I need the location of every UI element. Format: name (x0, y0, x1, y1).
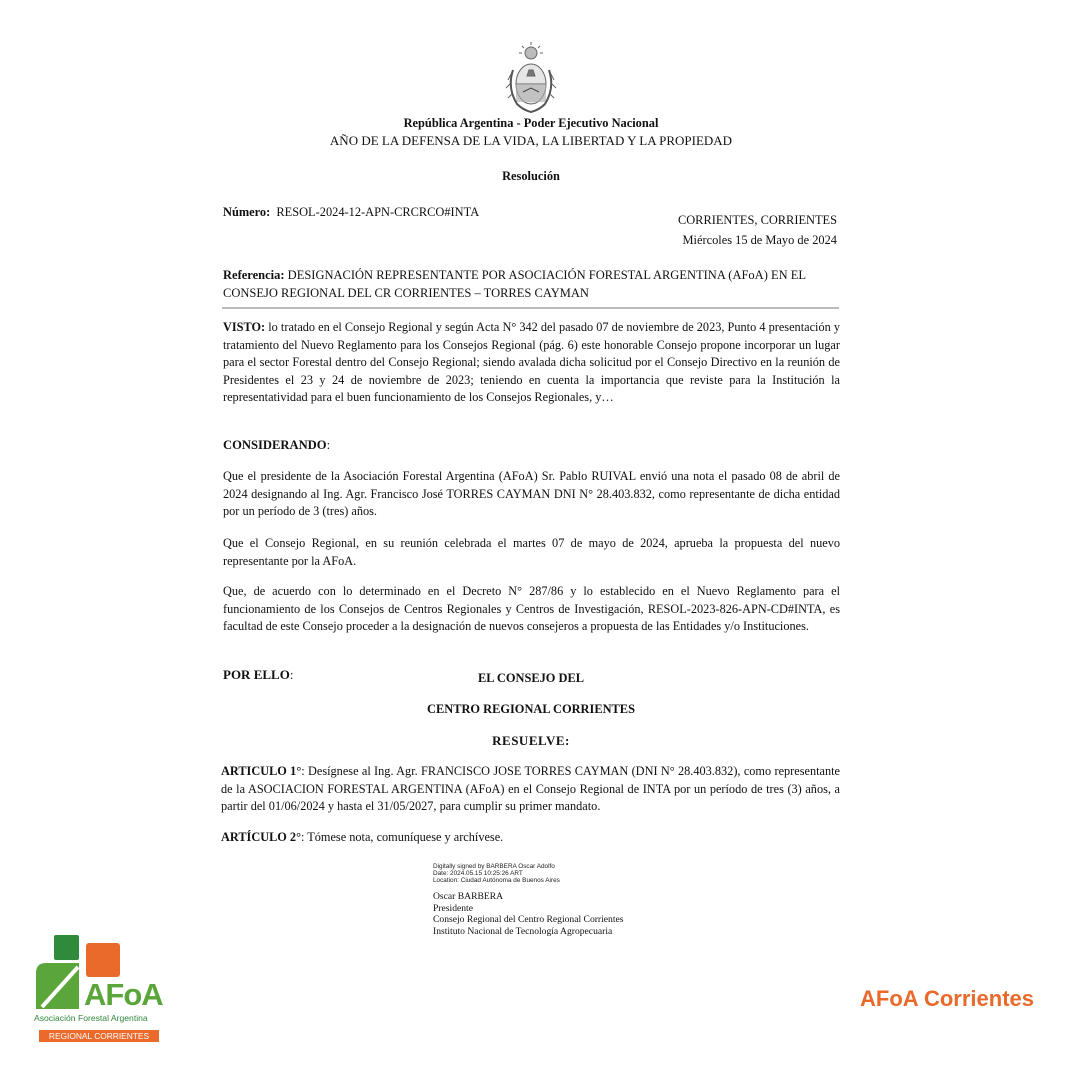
visto-paragraph (223, 319, 840, 407)
afoa-logo (34, 933, 164, 1045)
signer-org2: Instituto Nacional de Tecnología Agropecuaria (433, 925, 613, 937)
numero-value: RESOL-2024-12-APN-CRCRCO#INTA (276, 205, 480, 219)
argentina-coat-of-arms-icon (503, 40, 559, 116)
articulo-1 (221, 763, 840, 816)
consejo-line2: CENTRO REGIONAL CORRIENTES (427, 702, 635, 716)
visto-label: VISTO: (223, 320, 266, 334)
considerando-heading (223, 437, 840, 455)
resuelve-heading: RESUELVE: (492, 733, 570, 748)
por-ello-colon: : (289, 667, 294, 682)
place: CORRIENTES, CORRIENTES (677, 213, 837, 227)
visto-text: lo tratado en el Consejo Regional y según Acta N° 342 del pasado 07 de noviembre de 2023, Punto 4 presentación y tratamiento del Nuevo Reglamento para los Consejos Regional (pág. 6) este honorable Consejo propone incorporar un lugar para el sector Forestal dentro del Consejo Regional; siendo avalada dicha solicitud por el Consejo Directivo en la reunión de Presidentes el 23 y 24 de noviembre de 2023; teniendo en cuenta la importancia que reviste para la Institución la representatividad para el buen funcionamiento de los Consejos Regionales, y… (223, 320, 840, 405)
considerando-colon: : (326, 438, 331, 452)
divider (222, 307, 839, 309)
articulo-2 (221, 829, 840, 847)
considerando-label: CONSIDERANDO (223, 438, 327, 452)
header-line1: República Argentina - Poder Ejecutivo Nacional (403, 116, 659, 130)
signature-block (433, 891, 624, 937)
header-line2: AÑO DE LA DEFENSA DE LA VIDA, LA LIBERTAD Y LA PROPIEDAD (329, 133, 733, 148)
digital-location: Location: Ciudad Autónoma de Buenos Aires (433, 876, 560, 884)
por-ello-heading (223, 667, 293, 683)
signer-org1: Consejo Regional del Centro Regional Corrientes (433, 914, 624, 926)
articulo-1-label: ARTICULO 1° (221, 764, 302, 778)
digital-signed-by: Digitally signed by BARBERA Oscar Adolfo (433, 863, 555, 870)
signer-role: Presidente (433, 902, 473, 914)
articulo-2-text: : Tómese nota, comuníquese y archívese. (300, 830, 504, 844)
footer-brand: AFoA Corrientes (860, 986, 1034, 1011)
por-ello-label: POR ELLO (223, 667, 290, 682)
date: Miércoles 15 de Mayo de 2024 (682, 233, 837, 247)
logo-subtitle: Asociación Forestal Argentina (34, 1013, 148, 1023)
document-type: Resolución (502, 169, 560, 183)
signer-name: Oscar BARBERA (433, 891, 504, 902)
numero-label: Número: (223, 205, 271, 219)
articulo-2-label: ARTÍCULO 2° (221, 830, 301, 844)
logo-text: AFoA (84, 977, 163, 1012)
considerando-3: Que, de acuerdo con lo determinado en el Decreto N° 287/86 y lo establecido en el Nuevo Reglamento para el funcionamiento de los Consejos de Centros Regionales y Centros de Investigación, RESOL-2023-826-APN-CD#INTA, es facultad de este Consejo proceder a la designación de nuevos consejeros a propuesta de las Entidades y/o Instituciones. (223, 584, 840, 634)
numero-field (223, 205, 479, 220)
referencia-text: DESIGNACIÓN REPRESENTANTE POR ASOCIACIÓN FORESTAL ARGENTINA (AFoA) EN EL CONSEJO REGIONAL DEL CR CORRIENTES – TORRES CAYMAN (223, 268, 806, 300)
digital-date: Date: 2024.05.15 10:25:26 ART (433, 869, 523, 877)
considerando-1: Que el presidente de la Asociación Forestal Argentina (AFoA) Sr. Pablo RUIVAL envió una nota el pasado 08 de abril de 2024 designando al Ing. Agr. Francisco José TORRES CAYMAN DNI N° 28.403.832, como representante de dicha entidad por un período de 3 (tres) años. (223, 469, 840, 519)
considerando-2: Que el Consejo Regional, en su reunión celebrada el martes 07 de mayo de 2024, aprueba la propuesta del nuevo representante por la AFoA. (223, 536, 840, 568)
articulo-1-text: : Desígnese al Ing. Agr. FRANCISCO JOSE TORRES CAYMAN (DNI N° 28.403.832), como representante de la ASOCIACION FORESTAL ARGENTINA (AFoA) en el Consejo Regional de INTA por un período de tres (3) años, a partir del 01/06/2024 y hasta el 31/05/2027, para cumplir su primer mandato. (221, 764, 841, 814)
digital-signature-stamp (433, 864, 560, 884)
logo-badge: REGIONAL CORRIENTES (39, 1030, 159, 1042)
consejo-line1: EL CONSEJO DEL (477, 671, 585, 685)
referencia (223, 267, 840, 302)
referencia-label: Referencia: (223, 268, 285, 282)
